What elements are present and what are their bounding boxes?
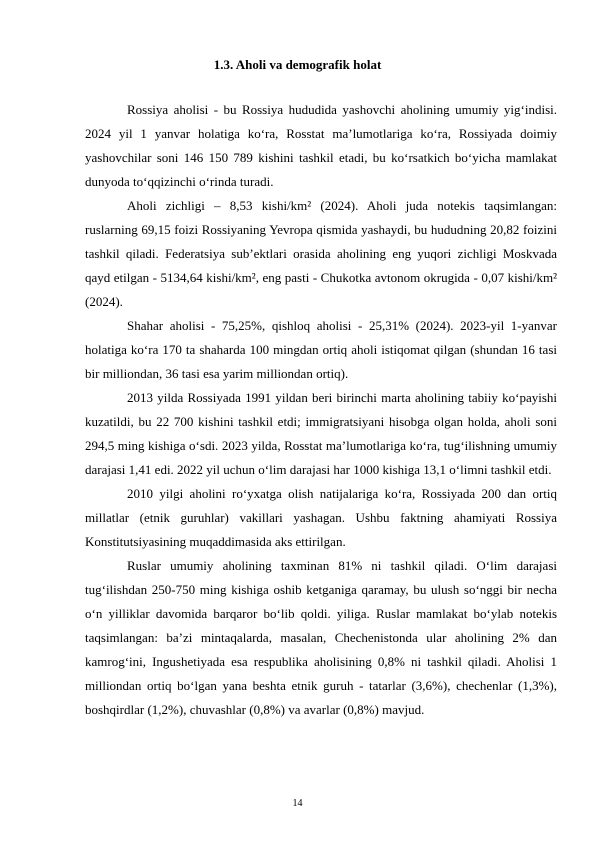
document-body [85, 98, 557, 722]
paragraph: Rossiya aholisi - bu Rossiya hududida yashovchi aholining umumiy yig‘indisi. 2024 yil 1 yanvar holatiga ko‘ra, Rosstat ma’lumotlariga ko‘ra, Rossiyada doimiy yashovchilar soni 146 150 789 kishini tashkil etadi, bu ko‘rsatkich bo‘yicha mamlakat dunyoda to‘qqizinchi o‘rinda turadi. [85, 102, 557, 189]
page-number: 14 [292, 798, 303, 809]
section-title: 1.3. Aholi va demografik holat [213, 57, 382, 72]
paragraph: 2010 yilgi aholini ro‘yxatga olish natijalariga ko‘ra, Rossiyada 200 dan ortiq millatlar (etnik guruhlar) vakillari yashagan. Ushbu faktning ahamiyati Rossiya Konstitutsiyasining muqaddimasida aks ettirilgan. [85, 486, 557, 549]
paragraph: 2013 yilda Rossiyada 1991 yildan beri birinchi marta aholining tabiiy ko‘payishi kuzatildi, bu 22 700 kishini tashkil etdi; immigratsiyani hisobga olgan holda, aholi soni 294,5 ming kishiga o‘sdi. 2023 yilda, Rosstat ma’lumotlariga ko‘ra, tug‘ilishning umumiy darajasi 1,41 edi. 2022 yil uchun o‘lim darajasi har 1000 kishiga 13,1 o‘limni tashkil etdi. [85, 390, 557, 477]
paragraph: Shahar aholisi - 75,25%, qishloq aholisi - 25,31% (2024). 2023-yil 1-yanvar holatiga ko‘ra 170 ta shaharda 100 mingdan ortiq aholi istiqomat qilgan (shundan 16 tasi bir milliondan, 36 tasi esa yarim milliondan ortiq). [85, 318, 557, 381]
paragraph: Aholi zichligi – 8,53 kishi/km² (2024). Aholi juda notekis taqsimlangan: ruslarning 69,15 foizi Rossiyaning Yevropa qismida yashaydi, bu hududning 20,82 foizini tashkil qiladi. Federatsiya sub’ektlari orasida aholining eng yuqori zichligi Moskvada qayd etilgan - 5134,64 kishi/km², eng pasti - Chukotka avtonom okrugida - 0,07 kishi/km² (2024). [85, 198, 557, 309]
paragraph: Ruslar umumiy aholining taxminan 81% ni tashkil qiladi. O‘lim darajasi tug‘ilishdan 250-750 ming kishiga oshib ketganiga qaramay, bu ulush so‘nggi bir necha o‘n yilliklar davomida barqaror bo‘lib qoldi. yiliga. Ruslar mamlakat bo‘ylab notekis taqsimlangan: ba’zi mintaqalarda, masalan, Chechenistonda ular aholining 2% dan kamrog‘ini, Ingushetiyada esa respublika aholisining 0,8% ni tashkil qiladi. Aholisi 1 milliondan ortiq bo‘lgan yana beshta etnik guruh - tatarlar (3,6%), chechenlar (1,3%), boshqirdlar (1,2%), chuvashlar (0,8%) va avarlar (0,8%) mavjud. [85, 558, 557, 717]
